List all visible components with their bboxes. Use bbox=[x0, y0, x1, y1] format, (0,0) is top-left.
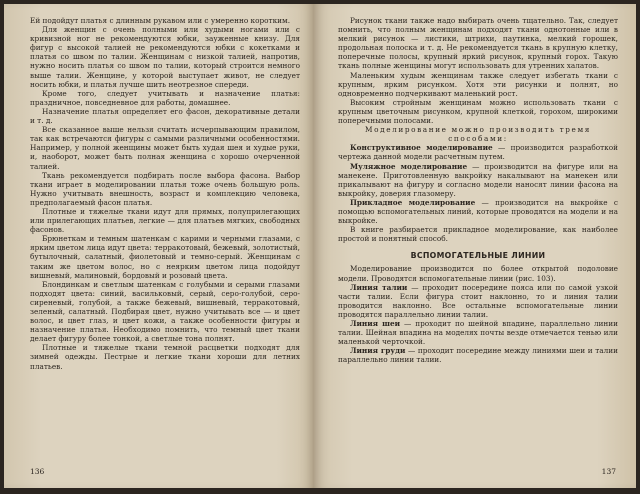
paragraph: Высоким стройным женщинам можно использовать ткани с крупным цветочным рисунком, крупной клеткой, горохом, широкими поперечными полосами. bbox=[338, 97, 618, 126]
page-number: 136 bbox=[30, 467, 45, 476]
paragraph: Рисунок ткани также надо выбирать очень тщательно. Так, следует помнить, что полным женщинам подходят ткани однотонные или в мелкий рисунок — листики, штрихи, паутинка, мелкий горошек, продольная полоска и т. д. Не рекомендуется ткань в крупную клетку, поперечные полосы, крупный яркий рисунок, крупный горох. Такую ткань полные женщины могут использовать для утренних халатов. bbox=[338, 16, 618, 71]
method-paragraph bbox=[338, 162, 618, 198]
left-page bbox=[4, 4, 314, 488]
paragraph: Плотные и тяжелые ткани темной расцветки подходят для зимней одежды. Пестрые и легкие ткани хороши для летних платьев. bbox=[30, 343, 300, 371]
paragraph: Маленьким худым женщинам также следует избегать ткани с крупным, ярким рисунком. Хотя эти рисунки и полнят, но одновременно подчеркивают маленький рост. bbox=[338, 70, 618, 98]
modeling-intro: Моделирование можно производить тремя способами: bbox=[365, 125, 591, 144]
line-paragraph bbox=[338, 283, 618, 319]
line-term: Линия талии bbox=[350, 282, 408, 292]
line-paragraph bbox=[338, 346, 618, 364]
method-term: Конструктивное моделирование bbox=[350, 143, 493, 153]
method-paragraph bbox=[338, 143, 618, 161]
paragraph: Все сказанное выше нельзя считать исчерпывающим правилом, так как встречаются фигуры с самыми различными особенностями. Например, у полной женщины может быть худая шея и худые руки, и, наоборот, может быть полная женщина с хорошо очерченной талией. bbox=[30, 125, 300, 171]
left-page-text bbox=[30, 16, 300, 371]
paragraph: Брюнеткам и темным шатенкам с карими и черными глазами, с ярким цветом лица идут цвета: терракотовый, бежевый, золотистый, бутылочный, салатный, фиолетовый и темно-серый. Женщинам с таким же цветом волос, но с неярким цветом лица подойдут вишневый, малиновый, бордовый и розовый цвета. bbox=[30, 234, 300, 280]
page-number: 137 bbox=[601, 467, 616, 476]
line-paragraph bbox=[338, 319, 618, 346]
method-text: — производится разработкой чертежа данной модели расчетным путем. bbox=[338, 143, 618, 162]
line-term: Линия груди bbox=[350, 346, 406, 356]
paragraph: Назначение платья определяет его фасон, декоративные детали и т. д. bbox=[30, 106, 300, 126]
book-spread bbox=[4, 4, 636, 488]
paragraph: Плотные и тяжелые ткани идут для прямых, полуприлегающих или прилегающих платьев, легкие — для платьев мягких, свободных фасонов. bbox=[30, 206, 300, 235]
right-page bbox=[314, 4, 636, 488]
paragraph: В книге разбирается прикладное моделирование, как наиболее простой и понятный способ. bbox=[338, 225, 618, 244]
right-page-text bbox=[338, 16, 618, 364]
paragraph: Ей подойдут платья с длинным рукавом или с умеренно коротким. bbox=[30, 16, 291, 25]
method-paragraph bbox=[338, 198, 618, 225]
method-text: — производится на выкройке с помощью вспомогательных линий, которые проводятся на модели и на выкройке. bbox=[338, 197, 619, 226]
method-term: Муляжное моделирование bbox=[350, 161, 468, 171]
paragraph: Моделирование производится по более открытой подоловие модели. Проводятся вспомогательные линии (рис. 103). bbox=[338, 264, 618, 283]
paragraph: Для женщин с очень полными или худыми ногами или с кривизной ног не рекомендуются юбки, зауженные книзу. Для фигур с высокой талией не рекомендуются юбки с кокетками и платья со швом по талии. Женщинам с низкой талией, напротив, нужно носить платья со швом по талии, который строится немного выше талии. Женщине, у которой выступает живот, не следует носить юбки, и платья лучше шить неотрезное спереди. bbox=[30, 25, 300, 89]
method-term: Прикладное моделирование bbox=[350, 197, 476, 207]
section-heading: ВСПОМОГАТЕЛЬНЫЕ ЛИНИИ bbox=[410, 251, 546, 261]
line-text: — проходит посередине между линиями шеи и талии параллельно линии талии. bbox=[338, 346, 618, 365]
line-text: — проходит по шейной впадине, параллельно линии талии. Шейная впадина на моделях почты везде отмечается тенью или маленькой черточкой. bbox=[338, 319, 618, 347]
line-text: — проходит посередине пояса или по самой узкой части талии. Если фигура стоит наклонно, то и линия талии проводится наклонно. Все остальные вспомогательные линии проводятся параллельно линии талии. bbox=[338, 282, 618, 319]
paragraph: Кроме того, следует учитывать и назначение платья: праздничное, повседневное для работы, домашнее. bbox=[30, 88, 300, 107]
paragraph: Ткань рекомендуется подбирать после выбора фасона. Выбор ткани играет в моделировании платья тоже очень большую роль. Нужно учитывать внешность, возраст и комплекцию человека, предполагаемый фасон платья. bbox=[30, 170, 300, 207]
line-term: Линия шеи bbox=[350, 319, 401, 328]
method-text: — производится на фигуре или на манекене. Приготовленную выкройку накалывают на манекен или прикалывают на фигуру и согласно модели наносят линии фасона на выкройку, доверяя глазомеру. bbox=[338, 161, 618, 198]
paragraph: Блондинкам и светлым шатенкам с голубыми и серыми глазами подходят цвета: синий, васильковый, серый, серо-голубой, серо-сиреневый, голубой, а также бежевый, вишневый, терракотовый, зеленый, салатный. Подбирая цвет, нужно учитывать все — и цвет волос, и цвет глаз, и цвет кожи, а также особенности фигуры и назначение платья. Необходимо помнить, что темный цвет ткани делает фигуру более тонкой, а светлые тона полнят. bbox=[30, 279, 300, 344]
